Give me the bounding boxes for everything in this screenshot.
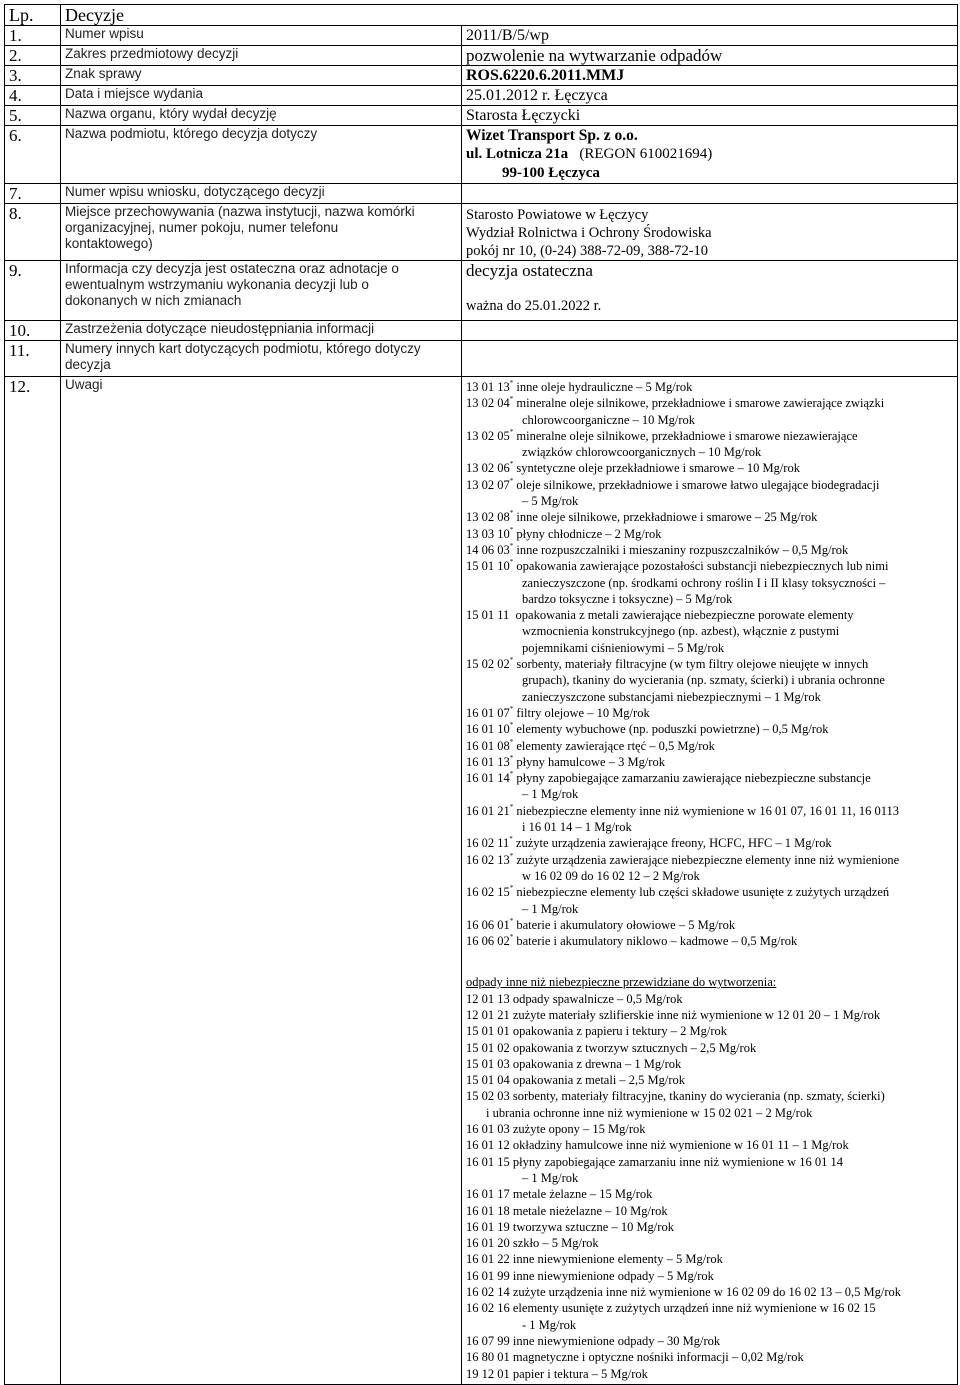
waste-code: 16 01 14 xyxy=(466,771,510,786)
waste-code: 13 02 06 xyxy=(466,461,510,476)
waste-line: - 1 Mg/rok xyxy=(522,1317,577,1332)
row-label: Uwagi xyxy=(61,377,462,1385)
waste-description: płyny zapobiegające zamarzaniu zawierające niebezpieczne substancje xyxy=(513,771,871,786)
table-row xyxy=(5,66,958,86)
row-label: Data i miejsce wydania xyxy=(61,86,462,106)
waste-line: 16 02 16 elementy usunięte z zużytych urządzeń inne niż wymienione w 16 02 15 xyxy=(466,1301,876,1316)
waste-description: bardzo toksyczne i toksyczne) – 5 Mg/rok xyxy=(522,591,733,606)
waste-code: 16 01 07 xyxy=(466,705,510,720)
waste-description: oleje silnikowe, przekładniowe i smarowe łatwo ulegające biodegradacji xyxy=(513,477,880,492)
waste-description: zanieczyszczone substancjami niebezpiecznymi – 1 Mg/rok xyxy=(522,689,821,704)
waste-description: grupach), tkaniny do wycierania (np. szmaty, ścierki) i ubrania ochronne xyxy=(522,673,885,688)
decision-status: decyzja ostateczna xyxy=(466,261,593,280)
row-number: 2. xyxy=(5,46,61,66)
company-regon: (REGON 610021694) xyxy=(579,146,713,162)
row-number: 6. xyxy=(5,126,61,184)
waste-line xyxy=(466,884,953,900)
hazard-asterisk: * xyxy=(509,558,514,567)
hazard-asterisk: * xyxy=(509,884,514,893)
row-label: Nazwa organu, który wydał decyzję xyxy=(61,106,462,126)
waste-line xyxy=(466,754,953,770)
waste-description: zużyte urządzenia zawierające niebezpieczne elementy inne niż wymienione xyxy=(513,852,900,867)
hazard-asterisk: * xyxy=(509,656,514,665)
waste-code: 15 02 02 xyxy=(466,657,510,672)
waste-line xyxy=(466,770,953,786)
row-label xyxy=(61,204,462,261)
row-number: 4. xyxy=(5,86,61,106)
storage-department: Wydział Rolnictwa i Ochrony Środowiska xyxy=(466,225,712,241)
row-label: Zakres przedmiotowy decyzji xyxy=(61,46,462,66)
hazard-asterisk: * xyxy=(509,770,514,779)
row-value: 2011/B/5/wp xyxy=(462,26,958,46)
remarks-cell xyxy=(462,377,958,1385)
waste-line xyxy=(466,477,953,493)
waste-line xyxy=(466,786,953,802)
hazard-asterisk: * xyxy=(509,753,514,762)
hazard-asterisk: * xyxy=(509,802,514,811)
header-title: Decyzje xyxy=(61,5,958,26)
waste-line xyxy=(466,803,953,819)
hazard-asterisk: * xyxy=(509,476,514,485)
waste-line: 16 01 15 płyny zapobiegające zamarzaniu inne niż wymienione w 16 01 14 xyxy=(466,1154,843,1169)
waste-line xyxy=(466,493,953,509)
waste-code: 16 06 02 xyxy=(466,934,510,949)
row-label-line: decyzja xyxy=(65,357,111,372)
waste-line xyxy=(466,852,953,868)
waste-line: 15 01 04 opakowania z metali – 2,5 Mg/rok xyxy=(466,1073,686,1088)
waste-line: 16 01 20 szkło – 5 Mg/rok xyxy=(466,1236,599,1251)
row-label-line: kontaktowego) xyxy=(65,236,153,251)
waste-code: 16 02 13 xyxy=(466,852,510,867)
table-row xyxy=(5,261,958,321)
row-label-line: Informacja czy decyzja jest ostateczna oraz adnotacje o xyxy=(65,261,399,276)
waste-line: 16 01 19 tworzywa sztuczne – 10 Mg/rok xyxy=(466,1219,674,1234)
waste-description: inne rozpuszczalniki i mieszaniny rozpuszczalników – 0,5 Mg/rok xyxy=(513,542,849,557)
waste-code: 16 01 13 xyxy=(466,754,510,769)
row-value xyxy=(462,184,958,204)
waste-description: sorbenty, materiały filtracyjne (w tym filtry olejowe nieujęte w innych xyxy=(513,657,869,672)
waste-line xyxy=(466,526,953,542)
waste-line: 12 01 13 odpady spawalnicze – 0,5 Mg/rok xyxy=(466,991,683,1006)
waste-code: 13 02 04 xyxy=(466,396,510,411)
row-label-line: ewentualnym wstrzymaniu wykonania decyzji lub o xyxy=(65,277,369,292)
waste-line xyxy=(466,819,953,835)
row-number: 10. xyxy=(5,321,61,341)
spacer xyxy=(466,949,953,974)
table-row xyxy=(5,26,958,46)
hazard-asterisk: * xyxy=(509,395,514,404)
waste-line: 15 01 03 opakowania z drewna – 1 Mg/rok xyxy=(466,1056,682,1071)
waste-line xyxy=(466,542,953,558)
row-number: 1. xyxy=(5,26,61,46)
waste-description: elementy zawierające rtęć – 0,5 Mg/rok xyxy=(513,738,715,753)
waste-description: – 5 Mg/rok xyxy=(522,494,579,509)
hazard-asterisk: * xyxy=(509,737,514,746)
table-row xyxy=(5,204,958,261)
row-label-line: dokonanych w nich zmianach xyxy=(65,293,242,308)
row-label-line: organizacyjnej, numer pokoju, numer telefonu xyxy=(65,220,339,235)
waste-line xyxy=(466,607,953,623)
waste-description: zanieczyszczone (np. środkami ochrony roślin I i II klasy toksyczności – xyxy=(522,575,886,590)
waste-line xyxy=(466,705,953,721)
hazard-asterisk: * xyxy=(509,721,514,730)
waste-code: 16 01 10 xyxy=(466,722,510,737)
row-value xyxy=(462,126,958,184)
waste-description: mineralne oleje silnikowe, przekładniowe i smarowe zawierające związki xyxy=(513,396,885,411)
waste-description: baterie i akumulatory ołowiowe – 5 Mg/rok xyxy=(513,917,736,932)
row-number: 12. xyxy=(5,377,61,1385)
waste-line xyxy=(466,656,953,672)
waste-description: i 16 01 14 – 1 Mg/rok xyxy=(522,820,632,835)
nonhazardous-heading: odpady inne niż niebezpieczne przewidziane do wytworzenia: xyxy=(466,975,777,990)
table-row xyxy=(5,106,958,126)
table-row xyxy=(5,321,958,341)
waste-line xyxy=(466,509,953,525)
waste-code: 16 01 21 xyxy=(466,803,510,818)
company-city: 99-100 Łęczyca xyxy=(502,165,600,181)
waste-line: 19 12 01 papier i tektura – 5 Mg/rok xyxy=(466,1366,648,1381)
waste-description: w 16 02 09 do 16 02 12 – 2 Mg/rok xyxy=(522,868,700,883)
waste-code: 13 02 08 xyxy=(466,510,510,525)
waste-line: 16 01 17 metale żelazne – 15 Mg/rok xyxy=(466,1187,653,1202)
waste-code: 13 02 05 xyxy=(466,428,510,443)
waste-line xyxy=(466,444,953,460)
hazard-asterisk: * xyxy=(509,851,514,860)
row-value: ROS.6220.6.2011.MMJ xyxy=(462,66,958,86)
company-name: Wizet Transport Sp. z o.o. xyxy=(466,127,638,144)
waste-line xyxy=(466,591,953,607)
nonhazardous-waste-list xyxy=(466,991,953,1382)
waste-code: 15 01 11 xyxy=(466,608,510,623)
table-row xyxy=(5,184,958,204)
row-label: Numer wpisu wniosku, dotyczącego decyzji xyxy=(61,184,462,204)
hazard-asterisk: * xyxy=(509,460,514,469)
hazard-asterisk: * xyxy=(509,835,513,844)
row-value xyxy=(462,261,958,321)
hazard-asterisk: * xyxy=(509,933,514,942)
waste-line: 16 01 18 metale nieżelazne – 10 Mg/rok xyxy=(466,1203,668,1218)
waste-line: 16 01 22 inne niewymienione elementy – 5 Mg/rok xyxy=(466,1252,723,1267)
hazard-asterisk: * xyxy=(509,916,514,925)
table-row xyxy=(5,377,958,1385)
row-number: 11. xyxy=(5,341,61,377)
waste-line xyxy=(466,428,953,444)
waste-description: opakowania z metali zawierające niebezpieczne porowate elementy xyxy=(509,608,854,623)
waste-code: 15 01 10 xyxy=(466,559,510,574)
row-label-line: Numery innych kart dotyczących podmiotu, którego dotyczy xyxy=(65,341,421,356)
storage-room-phone: pokój nr 10, (0-24) 388-72-09, 388-72-10 xyxy=(466,243,709,259)
row-label xyxy=(61,261,462,321)
table-row xyxy=(5,126,958,184)
hazardous-waste-list xyxy=(466,379,953,949)
waste-line xyxy=(466,721,953,737)
row-label: Nazwa podmiotu, którego decyzja dotyczy xyxy=(61,126,462,184)
waste-line xyxy=(466,689,953,705)
waste-description: inne oleje silnikowe, przekładniowe i smarowe – 25 Mg/rok xyxy=(513,510,818,525)
decision-table xyxy=(4,4,958,1385)
table-row xyxy=(5,86,958,106)
waste-code: 13 02 07 xyxy=(466,477,510,492)
waste-line: 16 01 12 okładziny hamulcowe inne niż wymienione w 16 01 11 – 1 Mg/rok xyxy=(466,1138,849,1153)
waste-line xyxy=(466,395,953,411)
waste-line: i ubrania ochronne inne niż wymienione w 15 02 021 – 2 Mg/rok xyxy=(486,1105,813,1120)
waste-line xyxy=(466,460,953,476)
storage-institution: Starosto Powiatowe w Łęczycy xyxy=(466,207,649,223)
waste-code: 13 01 13 xyxy=(466,380,510,394)
row-label xyxy=(61,341,462,377)
waste-description: filtry olejowe – 10 Mg/rok xyxy=(513,705,650,720)
company-address xyxy=(466,145,953,164)
waste-code: 16 02 11 xyxy=(466,836,510,851)
row-value xyxy=(462,204,958,261)
waste-description: syntetyczne oleje przekładniowe i smarowe – 10 Mg/rok xyxy=(513,461,800,476)
waste-code: 16 06 01 xyxy=(466,917,510,932)
row-value xyxy=(462,341,958,377)
waste-code: 14 06 03 xyxy=(466,542,510,557)
waste-line: 16 07 99 inne niewymienione odpady – 30 Mg/rok xyxy=(466,1333,721,1348)
waste-description: opakowania zawierające pozostałości substancji niebezpiecznych lub nimi xyxy=(513,559,889,574)
waste-line xyxy=(466,868,953,884)
company-street: ul. Lotnicza 21a xyxy=(466,146,569,162)
row-number: 5. xyxy=(5,106,61,126)
waste-line xyxy=(466,623,953,639)
waste-line xyxy=(466,901,953,917)
waste-line: 15 01 02 opakowania z tworzyw sztucznych – 2,5 Mg/rok xyxy=(466,1040,757,1055)
waste-description: wzmocnienia konstrukcyjnego (np. azbest), włącznie z pustymi xyxy=(522,624,840,639)
hazard-asterisk: * xyxy=(509,379,514,387)
waste-description: niebezpieczne elementy inne niż wymienione w 16 01 07, 16 01 11, 16 0113 xyxy=(513,803,900,818)
waste-line xyxy=(466,575,953,591)
row-value: 25.01.2012 r. Łęczyca xyxy=(462,86,958,106)
waste-line: 12 01 21 zużyte materiały szlifierskie inne niż wymienione w 12 01 20 – 1 Mg/rok xyxy=(466,1007,881,1022)
waste-line: 16 80 01 magnetyczne i optyczne nośniki informacji – 0,02 Mg/rok xyxy=(466,1350,804,1365)
waste-description: – 1 Mg/rok xyxy=(522,787,579,802)
row-number: 7. xyxy=(5,184,61,204)
waste-line: 16 01 03 zużyte opony – 15 Mg/rok xyxy=(466,1122,646,1137)
waste-line xyxy=(466,933,953,949)
hazard-asterisk: * xyxy=(509,509,514,518)
waste-line xyxy=(466,379,953,395)
waste-description: płyny chłodnicze – 2 Mg/rok xyxy=(513,526,662,541)
hazard-asterisk: * xyxy=(509,541,514,550)
waste-description: inne oleje hydrauliczne – 5 Mg/rok xyxy=(513,380,693,394)
hazard-asterisk: * xyxy=(509,427,514,436)
waste-description: pojemnikami ciśnieniowymi – 5 Mg/rok xyxy=(522,640,725,655)
waste-line: 15 01 01 opakowania z papieru i tektury – 2 Mg/rok xyxy=(466,1024,728,1039)
table-row xyxy=(5,46,958,66)
waste-description: związków chlorowcoorganicznych – 10 Mg/rok xyxy=(522,445,762,460)
row-label: Zastrzeżenia dotyczące nieudostępniania informacji xyxy=(61,321,462,341)
waste-line xyxy=(466,917,953,933)
row-number: 9. xyxy=(5,261,61,321)
waste-line: 16 01 99 inne niewymienione odpady – 5 Mg/rok xyxy=(466,1268,714,1283)
waste-line xyxy=(466,558,953,574)
waste-description: płyny hamulcowe – 3 Mg/rok xyxy=(513,754,665,769)
hazard-asterisk: * xyxy=(509,525,514,534)
hazard-asterisk: * xyxy=(509,704,514,713)
waste-description: elementy wybuchowe (np. poduszki powietrzne) – 0,5 Mg/rok xyxy=(513,722,829,737)
waste-line: 15 02 03 sorbenty, materiały filtracyjne, tkaniny do wycierania (np. szmaty, ścierki) xyxy=(466,1089,885,1104)
waste-line xyxy=(466,640,953,656)
row-value: pozwolenie na wytwarzanie odpadów xyxy=(462,46,958,66)
row-label: Numer wpisu xyxy=(61,26,462,46)
row-label-line: Miejsce przechowywania (nazwa instytucji, nazwa komórki xyxy=(65,204,415,219)
waste-description: baterie i akumulatory niklowo – kadmowe – 0,5 Mg/rok xyxy=(513,934,798,949)
waste-line xyxy=(466,412,953,428)
waste-code: 16 01 08 xyxy=(466,738,510,753)
waste-description: mineralne oleje silnikowe, przekładniowe i smarowe niezawierające xyxy=(513,428,858,443)
waste-code: 13 03 10 xyxy=(466,526,510,541)
waste-line: – 1 Mg/rok xyxy=(522,1170,579,1185)
row-label: Znak sprawy xyxy=(61,66,462,86)
waste-description: chlorowcoorganiczne – 10 Mg/rok xyxy=(522,412,695,427)
waste-line xyxy=(466,835,953,851)
decision-valid-until: ważna do 25.01.2022 r. xyxy=(466,298,602,314)
waste-description: niebezpieczne elementy lub części składowe usunięte z zużytych urządzeń xyxy=(513,885,890,900)
waste-line xyxy=(466,738,953,754)
waste-line xyxy=(466,672,953,688)
row-value xyxy=(462,321,958,341)
row-value: Starosta Łęczycki xyxy=(462,106,958,126)
row-number: 3. xyxy=(5,66,61,86)
waste-description: – 1 Mg/rok xyxy=(522,901,579,916)
waste-line: 16 02 14 zużyte urządzenia inne niż wymienione w 16 02 09 do 16 02 13 – 0,5 Mg/rok xyxy=(466,1285,901,1300)
waste-description: zużyte urządzenia zawierające freony, HCFC, HFC – 1 Mg/rok xyxy=(512,836,832,851)
header-lp: Lp. xyxy=(5,5,61,26)
row-number: 8. xyxy=(5,204,61,261)
table-row xyxy=(5,341,958,377)
table-header xyxy=(5,5,958,26)
waste-code: 16 02 15 xyxy=(466,885,510,900)
